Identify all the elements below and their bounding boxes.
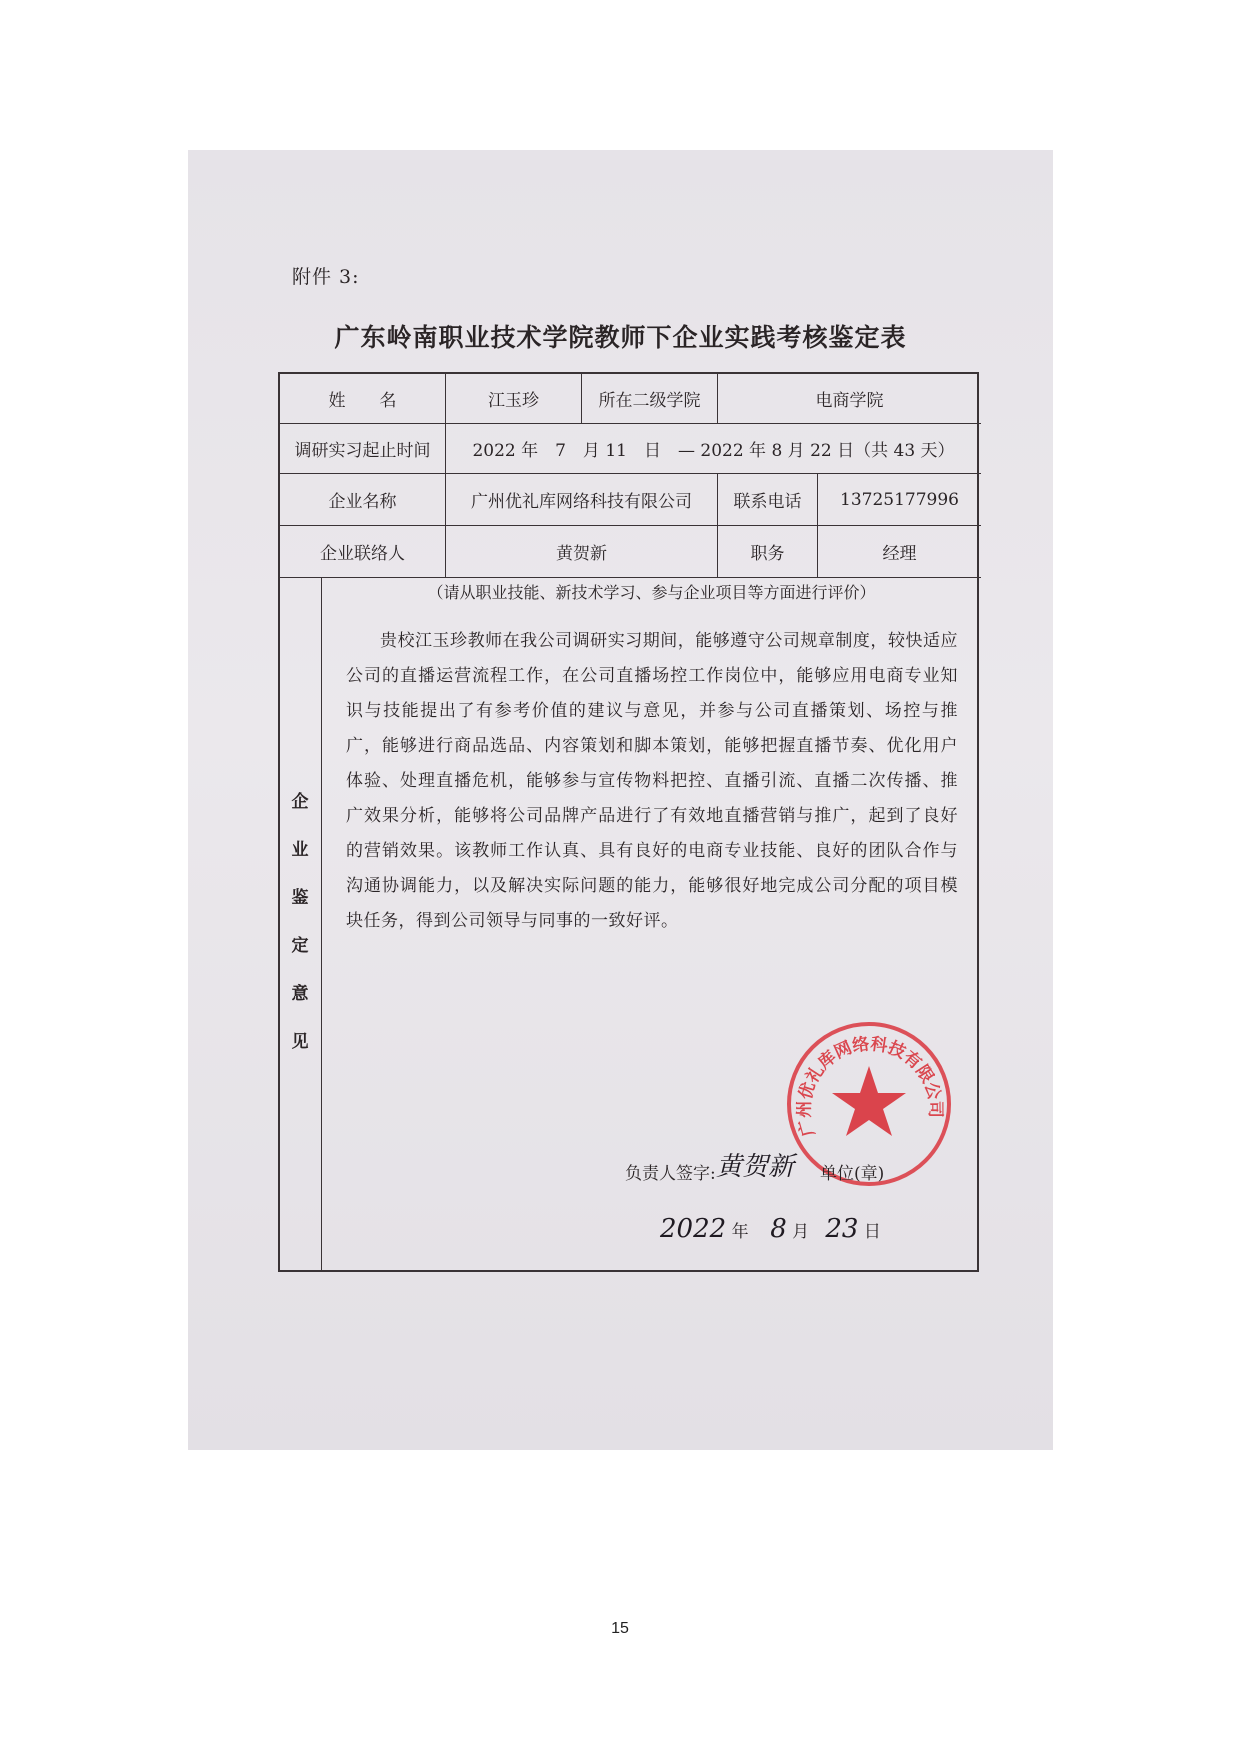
date-month: 8 <box>770 1214 787 1244</box>
handwritten-signature: 黄贺新 <box>716 1152 795 1182</box>
instruction-text: （请从职业技能、新技术学习、参与企业项目等方面进行评价） <box>427 583 876 602</box>
form-title: 广东岭南职业技术学院教师下企业实践考核鉴定表 <box>334 323 907 352</box>
date-year: 2022 <box>660 1214 727 1244</box>
signature-label: 负责人签字: <box>625 1164 716 1184</box>
company-label: 企业名称 <box>280 474 446 526</box>
contact-label: 企业联络人 <box>280 526 446 578</box>
date-year-unit: 年 <box>731 1222 749 1242</box>
college-value: 电商学院 <box>718 374 981 424</box>
side-label-cell <box>280 578 322 1272</box>
position-label: 职务 <box>718 526 818 578</box>
attachment-label: 附件 3: <box>292 266 360 288</box>
svg-text:广州优礼库网络科技有限公司: 广州优礼库网络科技有限公司 <box>794 1034 945 1139</box>
company-value: 广州优礼库网络科技有限公司 <box>446 474 718 526</box>
sign-date <box>660 1214 881 1244</box>
scanned-photo <box>188 150 1053 1450</box>
unit-label: 单位(章) <box>820 1164 885 1184</box>
side-label: 企 业 鉴 定 意 见 <box>291 792 309 1052</box>
phone-value: 13725177996 <box>818 474 981 526</box>
date-month-unit: 月 <box>792 1222 810 1242</box>
college-label: 所在二级学院 <box>582 374 718 424</box>
name-label: 姓 名 <box>280 374 446 424</box>
page-number: 15 <box>611 1620 629 1637</box>
period-label: 调研实习起止时间 <box>280 424 446 474</box>
name-value: 江玉珍 <box>446 374 582 424</box>
evaluation-form <box>278 372 979 1272</box>
date-day-unit: 日 <box>863 1222 881 1242</box>
evaluation-opinion: 贵校江玉珍教师在我公司调研实习期间，能够遵守公司规章制度，较快适应公司的直播运营流程工作，在公司直播场控工作岗位中，能够应用电商专业知识与技能提出了有参考价值的建议与意见，并参与公司直播策划、场控与推广，能够进行商品选品、内容策划和脚本策划，能够把握直播节奏、优化用户体验、处理直播危机，能够参与宣传物料把控、直播引流、直播二次传播、推广效果分析，能够将公司品牌产品进行了有效地直播营销与推广，起到了良好的营销效果。该教师工作认真、具有良好的电商专业技能、良好的团队合作与沟通协调能力，以及解决实际问题的能力，能够很好地完成公司分配的项目模块任务，得到公司领导与同事的一致好评。 <box>346 631 958 931</box>
contact-value: 黄贺新 <box>446 526 718 578</box>
seal-star-icon <box>832 1066 906 1136</box>
period-value: 2022 年 7 月 11 日 — 2022 年 8 月 22 日（共 43 天） <box>446 424 981 474</box>
position-value: 经理 <box>818 526 981 578</box>
date-day: 23 <box>825 1214 859 1244</box>
phone-label: 联系电话 <box>718 474 818 526</box>
